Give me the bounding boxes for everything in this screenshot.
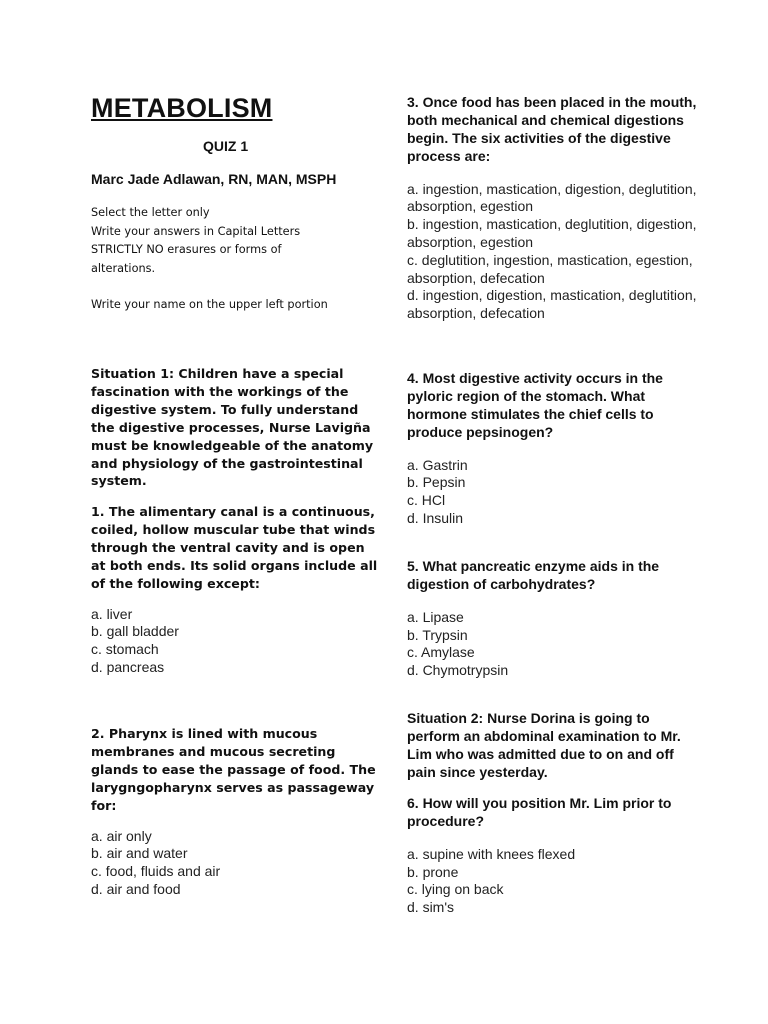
option-a: a. ingestion, mastication, digestion, deglutition, absorption, egestion bbox=[407, 180, 697, 215]
situation-1-block bbox=[91, 365, 381, 490]
question-5-text: 5. What pancreatic enzyme aids in the digestion of carbohydrates? bbox=[407, 558, 660, 592]
option-d: d. air and food bbox=[91, 880, 181, 897]
instructions-list bbox=[91, 204, 328, 315]
option-d: d. pancreas bbox=[91, 658, 165, 675]
question-6-text: 6. How will you position Mr. Lim prior to procedure? bbox=[407, 795, 672, 829]
option-a: a. liver bbox=[91, 605, 133, 622]
question-4-block bbox=[407, 370, 697, 528]
option-d: d. ingestion, digestion, mastication, deglutition, absorption, defecation bbox=[407, 287, 697, 322]
question-3-options bbox=[407, 181, 697, 323]
option-b: b. Trypsin bbox=[407, 626, 468, 643]
question-4-text: 4. Most digestive activity occurs in the pyloric region of the stomach. What hormone stimulates the chief cells to produce pepsinogen? bbox=[407, 370, 663, 440]
option-b: b. prone bbox=[407, 863, 459, 880]
question-3-block bbox=[407, 94, 697, 323]
question-6-block bbox=[407, 795, 697, 917]
question-2-text: 2. Pharynx is lined with mucous membranes and mucous secreting glands to ease the passage of food. The larygngopharynx serves as passageway for: bbox=[91, 726, 376, 813]
question-2-options bbox=[91, 828, 381, 899]
option-b: b. Pepsin bbox=[407, 474, 466, 491]
option-d: d. Insulin bbox=[407, 510, 464, 527]
option-a: a. Lipase bbox=[407, 608, 464, 625]
situation-2-block bbox=[407, 710, 697, 782]
option-c: c. food, fluids and air bbox=[91, 863, 221, 880]
option-a: a. Gastrin bbox=[407, 456, 468, 473]
quiz-label: QUIZ 1 bbox=[203, 138, 249, 154]
instruction-line: STRICTLY NO erasures or forms of bbox=[91, 243, 282, 256]
option-c: c. lying on back bbox=[407, 881, 504, 898]
option-c: c. stomach bbox=[91, 641, 159, 658]
option-b: b. air and water bbox=[91, 845, 188, 862]
option-b: b. gall bladder bbox=[91, 623, 179, 640]
situation-2-text: Situation 2: Nurse Dorina is going to perform an abdominal examination to Mr. Lim who was admitted due to on and off pain since yesterday. bbox=[407, 710, 681, 780]
option-a: a. air only bbox=[91, 827, 152, 844]
option-b: b. ingestion, mastication, deglutition, digestion, absorption, egestion bbox=[407, 216, 697, 251]
question-6-options bbox=[407, 846, 697, 917]
option-c: c. Amylase bbox=[407, 644, 475, 661]
option-c: c. HCl bbox=[407, 492, 446, 509]
author-line: Marc Jade Adlawan, RN, MAN, MSPH bbox=[91, 171, 337, 187]
question-1-text: 1. The alimentary canal is a continuous, coiled, hollow muscular tube that winds through the ventral cavity and is open at both ends. Its solid organs include all of the following except: bbox=[91, 504, 378, 591]
question-5-options bbox=[407, 609, 697, 680]
question-5-block bbox=[407, 558, 697, 680]
option-a: a. supine with knees flexed bbox=[407, 845, 576, 862]
question-1-options bbox=[91, 606, 381, 677]
question-1-block bbox=[91, 503, 381, 677]
instruction-spacer bbox=[91, 278, 328, 296]
instruction-line: alterations. bbox=[91, 261, 156, 275]
question-2-block bbox=[91, 725, 381, 899]
situation-1-text: Situation 1: Children have a special fascination with the workings of the digestive system. To fully understand the digestive processes, Nurse Lavigña must be knowledgeable of the anatomy and physiology of the gastrointestinal system. bbox=[91, 366, 374, 489]
instruction-line: Write your answers in Capital Letters bbox=[91, 224, 301, 238]
question-3-text: 3. Once food has been placed in the mouth, both mechanical and chemical digestions begin. The six activities of the digestive process are: bbox=[407, 94, 697, 164]
question-4-options bbox=[407, 457, 697, 528]
option-d: d. sim's bbox=[407, 899, 455, 916]
instruction-line: Select the letter only bbox=[91, 206, 210, 219]
option-d: d. Chymotrypsin bbox=[407, 662, 509, 679]
option-c: c. deglutition, ingestion, mastication, egestion, absorption, defecation bbox=[407, 251, 693, 286]
instruction-line: Write your name on the upper left portion bbox=[91, 298, 328, 311]
document-title: METABOLISM bbox=[91, 93, 273, 123]
